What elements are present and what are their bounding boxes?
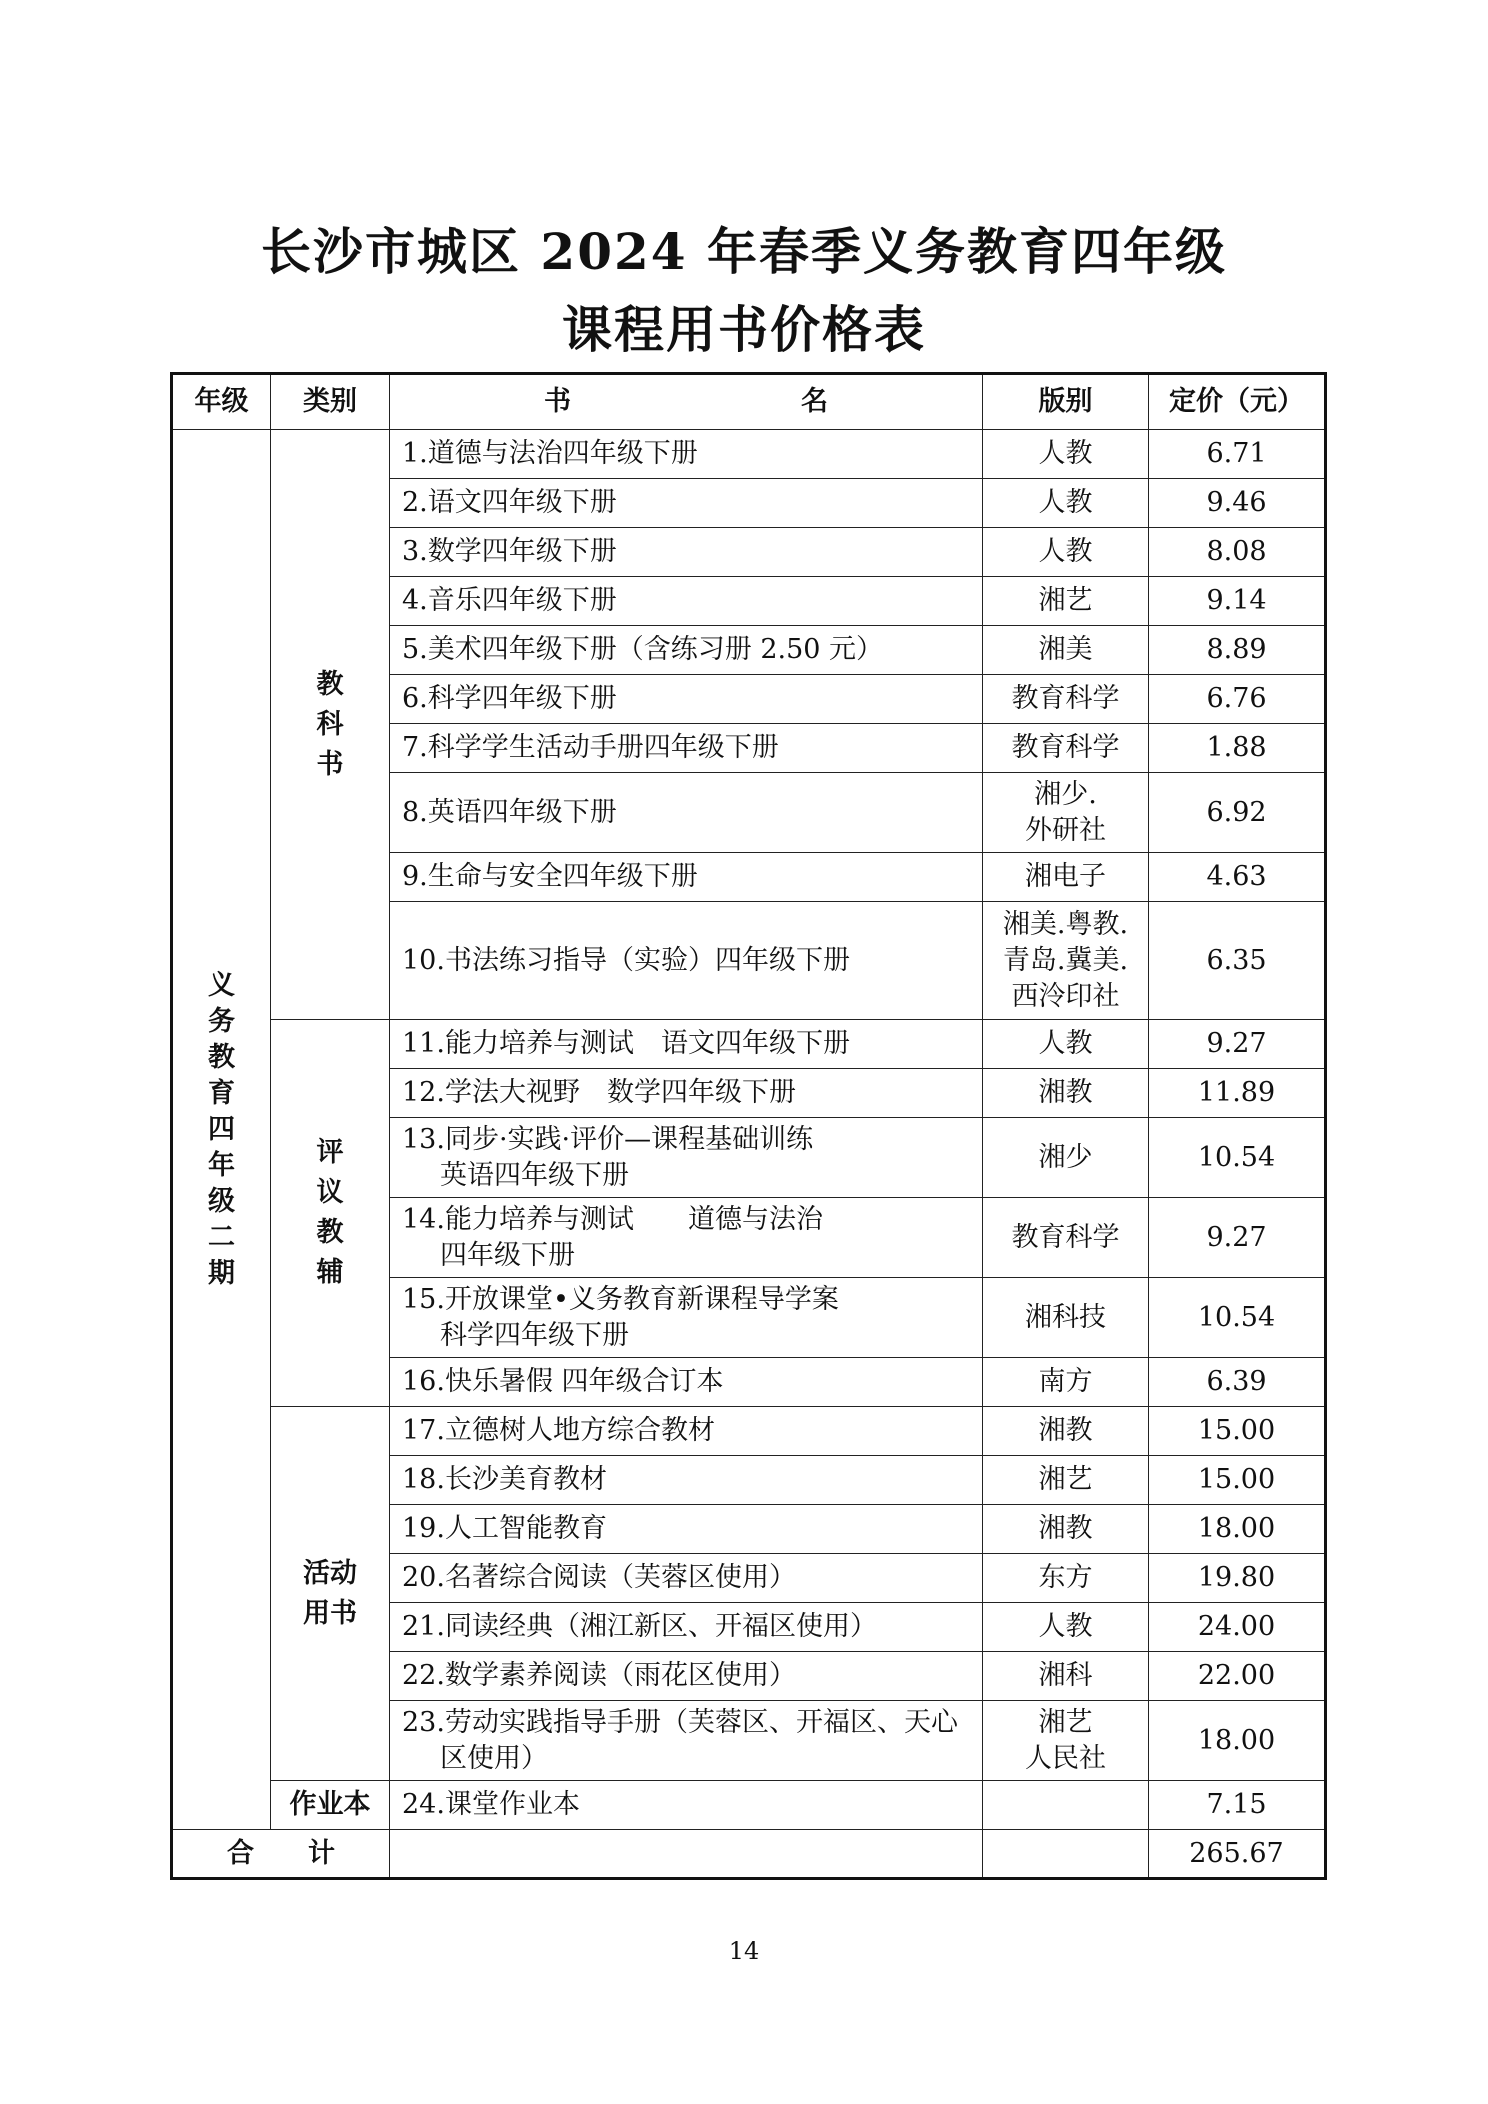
book-edition: 南方: [983, 1358, 1149, 1407]
book-edition: 湘少: [983, 1118, 1149, 1198]
book-name: 9.生命与安全四年级下册: [390, 853, 983, 902]
category-textbook: 教 科 书: [271, 430, 390, 1020]
book-price: 24.00: [1149, 1603, 1326, 1652]
book-price: 9.27: [1149, 1198, 1326, 1278]
book-price: 6.76: [1149, 675, 1326, 724]
book-name: 14.能力培养与测试 道德与法治 四年级下册: [390, 1198, 983, 1278]
book-price: 4.63: [1149, 853, 1326, 902]
price-table: [170, 372, 1327, 1880]
book-edition: 东方: [983, 1554, 1149, 1603]
book-edition: 湘艺: [983, 577, 1149, 626]
book-name: 5.美术四年级下册（含练习册 2.50 元）: [390, 626, 983, 675]
book-edition: 湘科技: [983, 1278, 1149, 1358]
book-name: 4.音乐四年级下册: [390, 577, 983, 626]
book-edition: 教育科学: [983, 675, 1149, 724]
book-name: 1.道德与法治四年级下册: [390, 430, 983, 479]
book-edition: 湘电子: [983, 853, 1149, 902]
header-category: 类别: [271, 374, 390, 430]
book-name: 2.语文四年级下册: [390, 479, 983, 528]
book-name: 19.人工智能教育: [390, 1505, 983, 1554]
book-price: 15.00: [1149, 1407, 1326, 1456]
total-label: 合 计: [172, 1830, 390, 1879]
book-price: 1.88: [1149, 724, 1326, 773]
title-line-2: 课程用书价格表: [562, 300, 926, 359]
book-price: 8.08: [1149, 528, 1326, 577]
book-name: 17.立德树人地方综合教材: [390, 1407, 983, 1456]
book-edition: 教育科学: [983, 724, 1149, 773]
book-price: 9.46: [1149, 479, 1326, 528]
header-price: 定价（元）: [1149, 374, 1326, 430]
book-price: 15.00: [1149, 1456, 1326, 1505]
book-name: 22.数学素养阅读（雨花区使用）: [390, 1652, 983, 1701]
book-name: 10.书法练习指导（实验）四年级下册: [390, 902, 983, 1020]
book-edition: 人教: [983, 479, 1149, 528]
table-row: [172, 1407, 1326, 1456]
total-name-empty: [390, 1830, 983, 1879]
book-edition: 湘美: [983, 626, 1149, 675]
book-name: 21.同读经典（湘江新区、开福区使用）: [390, 1603, 983, 1652]
book-edition: [983, 1781, 1149, 1830]
book-name: 12.学法大视野 数学四年级下册: [390, 1069, 983, 1118]
book-price: 22.00: [1149, 1652, 1326, 1701]
book-price: 6.92: [1149, 773, 1326, 853]
book-name: 3.数学四年级下册: [390, 528, 983, 577]
book-name: 23.劳动实践指导手册（芙蓉区、开福区、天心 区使用）: [390, 1701, 983, 1781]
title-line-1: 长沙市城区 2024 年春季义务教育四年级: [261, 222, 1227, 281]
book-price: 7.15: [1149, 1781, 1326, 1830]
header-edition: 版别: [983, 374, 1149, 430]
page-number: 14: [728, 1937, 760, 1965]
book-name: 20.名著综合阅读（芙蓉区使用）: [390, 1554, 983, 1603]
book-name: 13.同步·实践·评价—课程基础训练 英语四年级下册: [390, 1118, 983, 1198]
grade-label: 义 务 教 育 四 年 级 二 期: [208, 969, 235, 1289]
category-homework: 作业本: [271, 1781, 390, 1830]
book-edition: 人教: [983, 430, 1149, 479]
book-price: 11.89: [1149, 1069, 1326, 1118]
book-price: 10.54: [1149, 1278, 1326, 1358]
book-edition: 湘教: [983, 1069, 1149, 1118]
book-price: 8.89: [1149, 626, 1326, 675]
book-name: 24.课堂作业本: [390, 1781, 983, 1830]
category-review: 评 议 教 辅: [271, 1020, 390, 1407]
table-row: [172, 1020, 1326, 1069]
book-name: 11.能力培养与测试 语文四年级下册: [390, 1020, 983, 1069]
book-price: 6.39: [1149, 1358, 1326, 1407]
book-name: 8.英语四年级下册: [390, 773, 983, 853]
book-name: 16.快乐暑假 四年级合订本: [390, 1358, 983, 1407]
book-name: 7.科学学生活动手册四年级下册: [390, 724, 983, 773]
book-price: 6.35: [1149, 902, 1326, 1020]
book-edition: 湘美.粤教. 青岛.冀美. 西泠印社: [983, 902, 1149, 1020]
table-row: [172, 430, 1326, 479]
book-edition: 人教: [983, 1020, 1149, 1069]
book-edition: 湘教: [983, 1505, 1149, 1554]
book-price: 18.00: [1149, 1701, 1326, 1781]
book-edition: 湘教: [983, 1407, 1149, 1456]
total-price: 265.67: [1149, 1830, 1326, 1879]
book-edition: 人教: [983, 528, 1149, 577]
book-edition: 湘艺 人民社: [983, 1701, 1149, 1781]
book-edition: 教育科学: [983, 1198, 1149, 1278]
book-name: 18.长沙美育教材: [390, 1456, 983, 1505]
book-price: 6.71: [1149, 430, 1326, 479]
book-price: 9.27: [1149, 1020, 1326, 1069]
book-name: 6.科学四年级下册: [390, 675, 983, 724]
category-activity: 活动 用书: [271, 1407, 390, 1781]
book-price: 9.14: [1149, 577, 1326, 626]
total-row: [172, 1830, 1326, 1879]
book-price: 10.54: [1149, 1118, 1326, 1198]
book-name: 15.开放课堂•义务教育新课程导学案 科学四年级下册: [390, 1278, 983, 1358]
book-edition: 湘艺: [983, 1456, 1149, 1505]
header-book-name: 书 名: [390, 374, 983, 430]
header-grade: 年级: [172, 374, 271, 430]
total-edition-empty: [983, 1830, 1149, 1879]
table-row: [172, 1781, 1326, 1830]
book-edition: 湘科: [983, 1652, 1149, 1701]
book-edition: 人教: [983, 1603, 1149, 1652]
book-price: 18.00: [1149, 1505, 1326, 1554]
book-price: 19.80: [1149, 1554, 1326, 1603]
book-edition: 湘少. 外研社: [983, 773, 1149, 853]
header-row: [172, 374, 1326, 430]
grade-cell: [172, 430, 271, 1830]
